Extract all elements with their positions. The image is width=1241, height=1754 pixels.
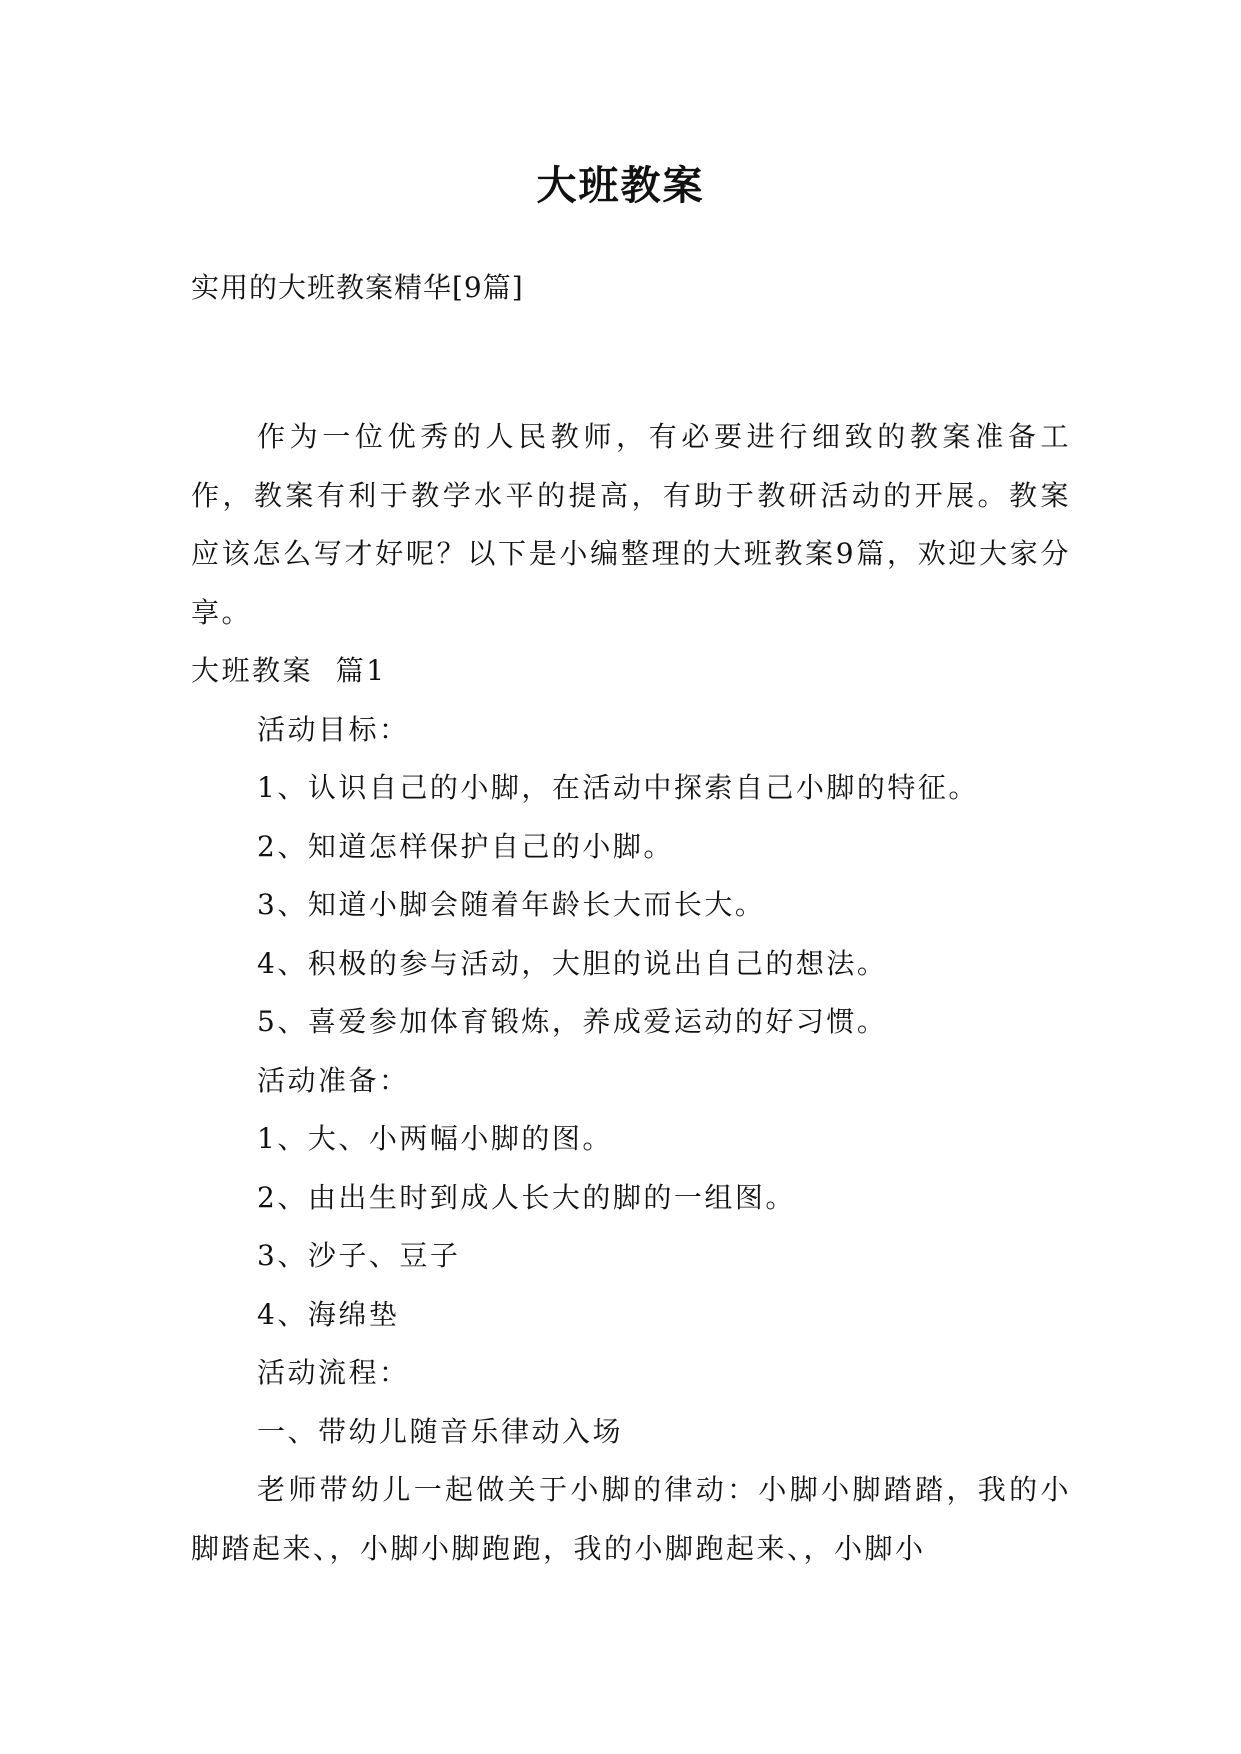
prep-label: 活动准备： bbox=[257, 1063, 410, 1097]
section-heading: 大班教案 篇1 bbox=[191, 654, 387, 687]
prep-item: 1、大、小两幅小脚的图。 bbox=[257, 1122, 613, 1155]
prep-item: 3、沙子、豆子 bbox=[257, 1239, 461, 1272]
goal-item: 3、知道小脚会随着年龄长大而长大。 bbox=[257, 888, 766, 921]
prep-item: 2、由出生时到成人长大的脚的一组图。 bbox=[257, 1180, 796, 1214]
document-body bbox=[191, 408, 1071, 1578]
flow-step: 一、带幼儿随音乐律动入场 bbox=[257, 1414, 624, 1448]
flow-label: 活动流程： bbox=[257, 1356, 410, 1389]
goals-label: 活动目标： bbox=[257, 712, 410, 746]
goal-item: 2、知道怎样保护自己的小脚。 bbox=[257, 829, 674, 863]
flow-paragraph: 老师带幼儿一起做关于小脚的律动：小脚小脚踏踏，我的小脚踏起来、，小脚小脚跑跑，我的小脚跑起来、，小脚小 bbox=[191, 1473, 1071, 1565]
goal-item: 5、喜爱参加体育锻炼，养成爱运动的好习惯。 bbox=[257, 1005, 888, 1038]
intro-paragraph: 作为一位优秀的人民教师，有必要进行细致的教案准备工作，教案有利于教学水平的提高，有助于教研活动的开展。教案应该怎么写才好呢？以下是小编整理的大班教案9篇，欢迎大家分享。 bbox=[191, 420, 1071, 629]
goal-item: 4、积极的参与活动，大胆的说出自己的想法。 bbox=[257, 946, 888, 980]
prep-item: 4、海绵垫 bbox=[257, 1297, 400, 1331]
goal-item: 1、认识自己的小脚，在活动中探索自己小脚的特征。 bbox=[257, 771, 979, 804]
document-title: 大班教案 bbox=[536, 162, 705, 209]
document-subtitle: 实用的大班教案精华[9篇] bbox=[191, 271, 524, 304]
